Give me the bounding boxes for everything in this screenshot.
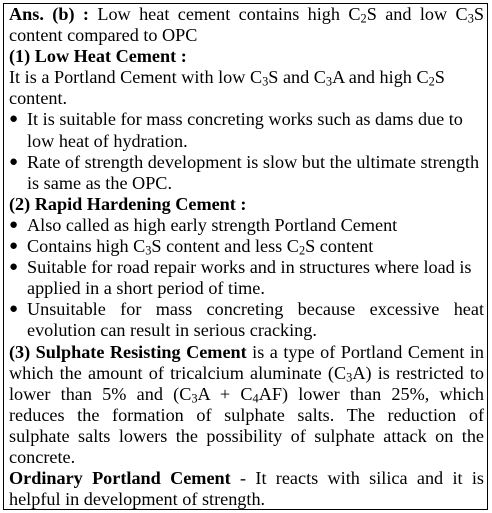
low-heat-cement-heading: (1) Low Heat Cement :	[9, 46, 187, 67]
subscript: 3	[145, 243, 152, 258]
bullet-icon: ●	[9, 259, 19, 276]
list-item	[9, 236, 484, 257]
answer-box	[3, 3, 488, 510]
ordinary-portland-cement-heading: Ordinary Portland Cement	[9, 468, 231, 489]
bullet-icon: ●	[9, 153, 19, 170]
list-item	[9, 299, 484, 341]
paragraph-text: - It reacts with silica and it is helpful in development of strength.	[9, 468, 484, 510]
bullet-text: Unsuitable for mass concreting because excessive heat evolution can result in serious cracking.	[27, 299, 484, 341]
bullet-text	[27, 236, 484, 257]
bullet-text: Suitable for road repair works and in structures where load is applied in a short period of time.	[27, 257, 472, 299]
subscript: 3	[325, 75, 333, 89]
bullet-text-part: Contains high C	[27, 236, 146, 257]
intro-text: A and high C	[332, 67, 429, 88]
answer-text: S and low C	[366, 4, 468, 24]
intro-text: It is a Portland Cement with low C	[9, 67, 263, 88]
sulphate-resisting-cement-paragraph	[9, 342, 484, 469]
bullet-icon: ●	[9, 238, 19, 255]
paragraph-text: A) is restricted to lower than 5% and (C	[9, 362, 484, 404]
intro-text: S and C	[268, 67, 326, 88]
bullet-text: It is suitable for mass concreting works such as dams due to low heat of hydration.	[27, 109, 463, 151]
intro-text: S content.	[9, 67, 445, 109]
paragraph-text: is a type of Portland Cement in which the amount of tricalcium aluminate (C	[9, 341, 485, 383]
subscript: 2	[298, 243, 306, 258]
rapid-hardening-cement-heading: (2) Rapid Hardening Cement :	[9, 193, 247, 214]
list-item	[9, 152, 484, 194]
list-item	[9, 215, 484, 236]
subscript: 3	[467, 11, 474, 26]
bullet-icon: ●	[9, 216, 19, 233]
bullet-text-part: S content	[305, 236, 374, 257]
bullet-icon: ●	[9, 111, 19, 128]
list-item	[9, 257, 484, 299]
bullet-text-part: S content and less C	[151, 236, 299, 257]
subscript: 2	[360, 11, 367, 26]
ordinary-portland-cement-paragraph	[9, 468, 484, 510]
bullet-icon: ●	[9, 301, 19, 318]
subscript: 3	[191, 391, 198, 406]
low-heat-cement-intro	[9, 67, 484, 109]
answer-label: Ans. (b) :	[9, 4, 89, 24]
answer-paragraph	[9, 4, 484, 46]
subscript: 4	[252, 391, 259, 406]
sulphate-resisting-cement-heading: (3) Sulphate Resisting Cement	[9, 341, 247, 362]
subscript: 3	[262, 75, 269, 89]
subscript: 3	[346, 370, 353, 385]
answer-text: Low heat cement contains high C	[88, 4, 361, 24]
paragraph-text: AF) lower than 25%, which reduces the formation of sulphate salts. The reduction of sulphate salts lowers the possibility of sulphate attack on the concrete.	[9, 383, 484, 467]
bullet-text: Rate of strength development is slow but the ultimate strength is same as the OPC.	[27, 151, 480, 193]
list-item	[9, 109, 484, 151]
paragraph-text: A + C	[197, 383, 253, 404]
bullet-text: Also called as high early strength Portland Cement	[27, 214, 398, 235]
subscript: 2	[428, 75, 435, 89]
answer-text: S content compared to OPC	[9, 4, 484, 46]
